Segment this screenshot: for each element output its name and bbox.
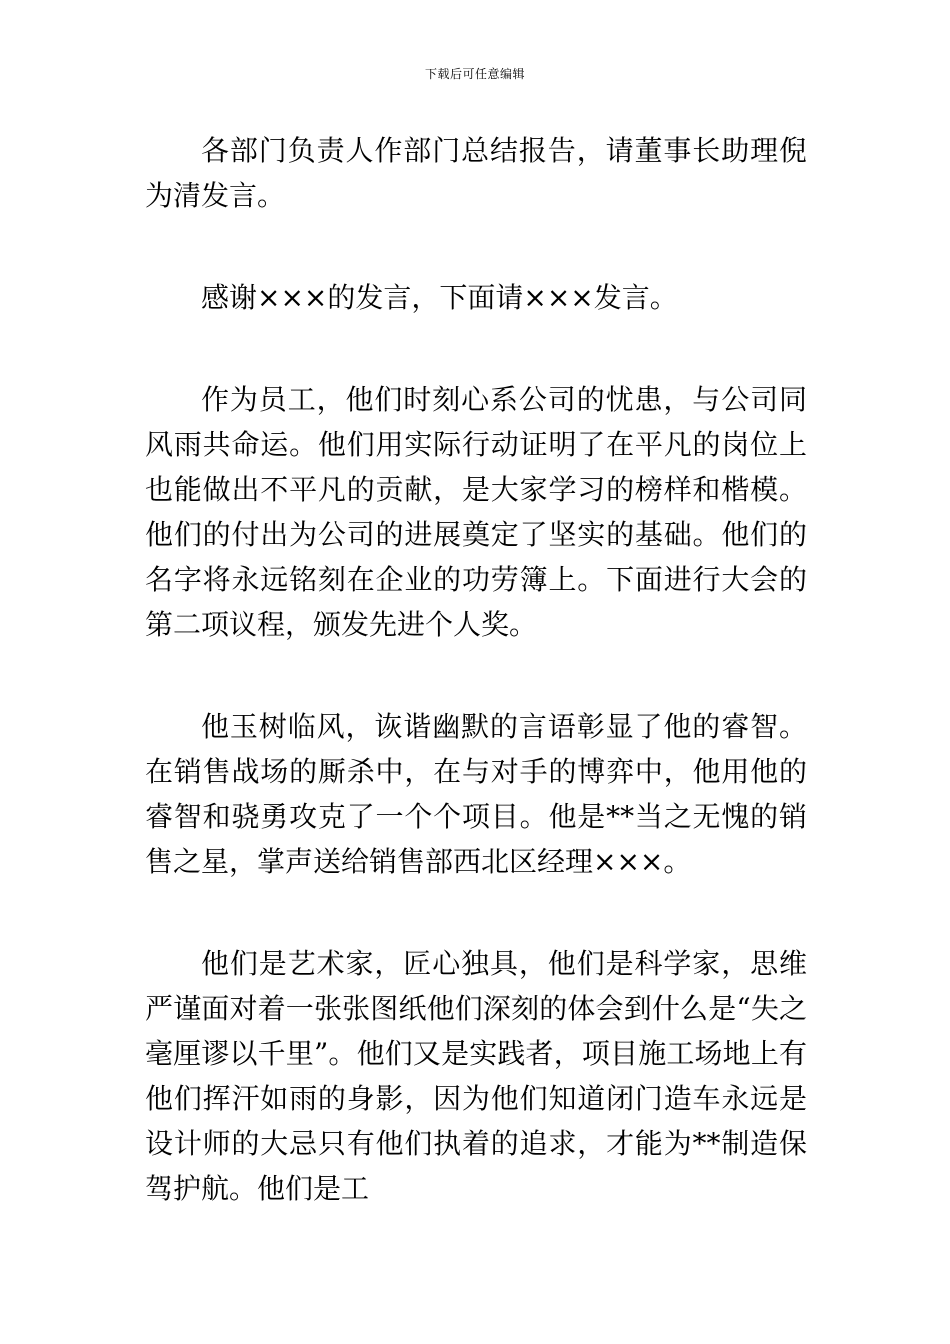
paragraph-4: 他玉树临风，诙谐幽默的言语彰显了他的睿智。在销售战场的厮杀中，在与对手的博弈中，他用他的睿智和骁勇攻克了一个个项目。他是**当之无愧的销售之星，掌声送给销售部西北区经理×××。	[145, 710, 807, 878]
page-header: 下载后可任意编辑	[424, 67, 525, 81]
document-body	[145, 128, 807, 1268]
paragraph-5: 他们是艺术家，匠心独具，他们是科学家，思维严谨面对着一张张图纸他们深刻的体会到什么是“失之毫厘谬以千里”。他们又是实践者，项目施工场地上有他们挥汗如雨的身影，因为他们知道闭门造车永远是设计师的大忌只有他们执着的追求，才能为**制造保驾护航。他们是工	[145, 947, 807, 1205]
paragraph-2: 感谢×××的发言，下面请×××发言。	[201, 281, 678, 314]
paragraph-3: 作为员工，他们时刻心系公司的忧患，与公司同风雨共命运。他们用实际行动证明了在平凡的岗位上也能做出不平凡的贡献，是大家学习的榜样和楷模。他们的付出为公司的进展奠定了坚实的基础。他们的名字将永远铭刻在企业的功劳簿上。下面进行大会的第二项议程，颁发先进个人奖。	[145, 383, 807, 641]
paragraph-1: 各部门负责人作部门总结报告，请董事长助理倪为清发言。	[145, 134, 807, 212]
